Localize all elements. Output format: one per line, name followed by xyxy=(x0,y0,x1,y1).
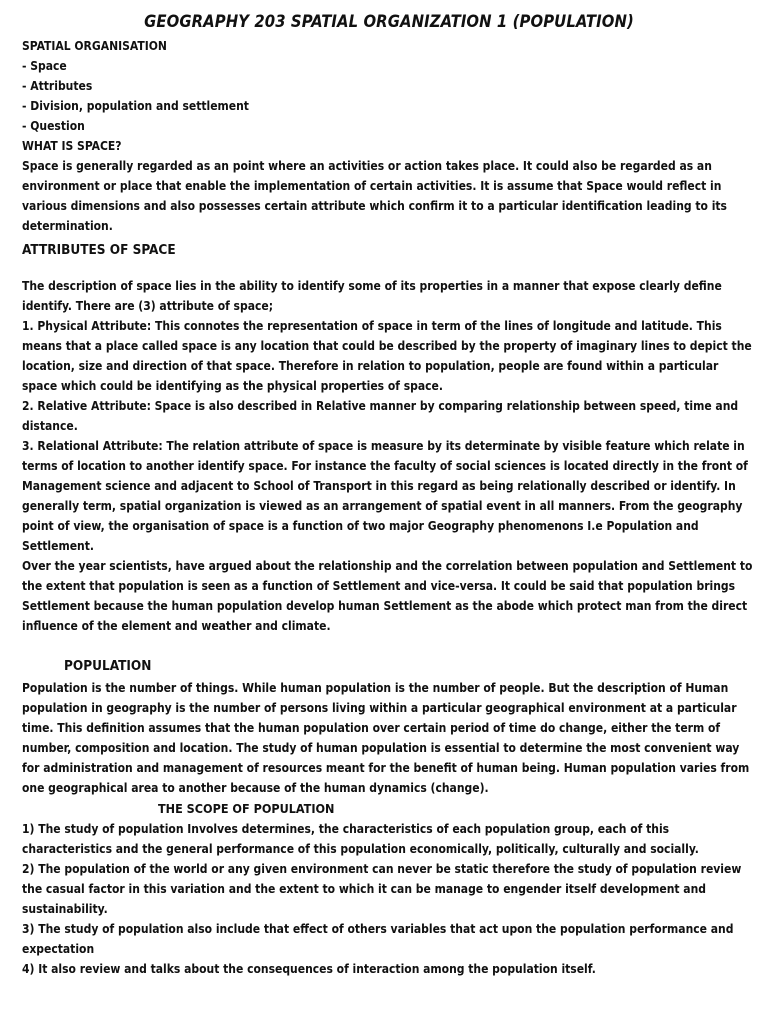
physical-attribute-paragraph xyxy=(22,316,756,396)
attributes-intro-paragraph xyxy=(22,276,756,316)
attributes-of-space-heading: ATTRIBUTES OF SPACE xyxy=(22,242,176,258)
attributes-count-text: There are (3) attribute of space; xyxy=(75,299,274,313)
outline-item-attributes: - Attributes xyxy=(22,79,93,93)
population-heading: POPULATION xyxy=(64,658,152,674)
relational-attribute-text: : The relation attribute of space is measure by its determinate by visible feature which relate in terms of location to another identify space. For instance the faculty of social sciences is located directly in the front of Management science and adjacent to School of Transport in this regard as being relationally described or identify. In generally term, spatial organization is viewed as an arrangement of spatial event in all manners. From the geography point of view, the organisation of space is a function of two major Geography phenomenons I.e Population and Settlement. xyxy=(22,439,748,553)
relational-attribute-number: 3. xyxy=(22,439,38,453)
relative-attribute-paragraph xyxy=(22,396,756,436)
scope-of-population-heading: THE SCOPE OF POPULATION xyxy=(158,801,335,816)
relative-attribute-text: : Space is also described in Relative manner by comparing relationship between speed, time and distance. xyxy=(22,399,739,433)
spacer xyxy=(22,636,756,656)
relational-attribute-label: Relational Attribute xyxy=(37,439,159,453)
what-is-space-heading: WHAT IS SPACE? xyxy=(22,139,122,153)
physical-attribute-number: 1. xyxy=(22,319,38,333)
scope-item-4: 4) It also review and talks about the consequences of interaction among the population itself. xyxy=(22,962,596,976)
population-paragraph: Population is the number of things. While human population is the number of people. But the description of Human population in geography is the number of persons living within a particular geographical environment at a particular time. This definition assumes that the human population over certain period of time do change, either the term of number, composition and location. The study of human population is essential to determine the most convenient way for administration and management of resources meant for the benefit of human being. Human population varies from one geographical area to another because of the human dynamics (change). xyxy=(22,681,750,795)
scope-item-2: 2) The population of the world or any given environment can never be static therefore the study of population review the casual factor in this variation and the extent to which it can be manage to engender itself development and sustainability. xyxy=(22,862,742,916)
spacer xyxy=(22,262,756,276)
outline-item-question: - Question xyxy=(22,119,85,133)
relative-attribute-label: Relative Attribute xyxy=(37,399,147,413)
outline-item-division: - Division, population and settlement xyxy=(22,99,249,113)
scope-item-3: 3) The study of population also include that effect of others variables that act upon the population performance and expectation xyxy=(22,922,734,956)
scope-item-1: 1) The study of population Involves determines, the characteristics of each population group, each of this characteristics and the general performance of this population economically, politically, culturally and socially. xyxy=(22,822,699,856)
relational-attribute-paragraph xyxy=(22,436,756,556)
document-title: GEOGRAPHY 203 SPATIAL ORGANIZATION 1 (POPULATION) xyxy=(144,12,634,31)
outline-item-space: - Space xyxy=(22,59,67,73)
section-heading-spatial-organisation: SPATIAL ORGANISATION xyxy=(22,39,167,53)
relationship-paragraph: Over the year scientists, have argued about the relationship and the correlation between population and Settlement to the extent that population is seen as a function of Settlement and vice-versa. It could be said that population brings Settlement because the human population develop human Settlement as the abode which protect man from the direct influence of the element and weather and climate. xyxy=(22,559,753,633)
relative-attribute-number: 2. xyxy=(22,399,38,413)
attributes-intro-text: The description of space lies in the ability to identify some of its properties in a manner that expose clearly define identify. xyxy=(22,279,722,313)
space-definition-paragraph: Space is generally regarded as an point where an activities or action takes place. It could also be regarded as an environment or place that enable the implementation of certain activities. It is assume that Space would reflect in various dimensions and also possesses certain attribute which confirm it to a particular identification leading to its determination. xyxy=(22,159,727,233)
physical-attribute-label: Physical Attribute xyxy=(37,319,147,333)
physical-attribute-text: : This connotes the representation of space in term of the lines of longitude and latitude. This means that a place called space is any location that could be described by the property of imaginary lines to depict the location, size and direction of that space. Therefore in relation to population, people are found within a particular space which could be identifying as the physical properties of space. xyxy=(22,319,752,393)
